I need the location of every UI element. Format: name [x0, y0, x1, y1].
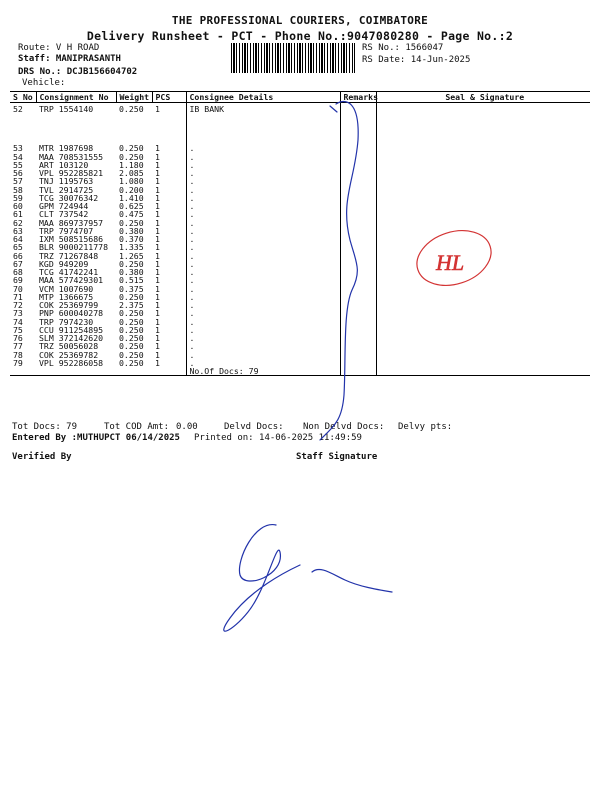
cod-label: Tot COD Amt: — [104, 422, 170, 432]
cell-details: . — [186, 210, 340, 218]
cell-cons: KGD 949209 — [39, 259, 89, 268]
cell-weight: 0.475 — [119, 210, 144, 219]
cell-cons: ART 103120 — [39, 160, 89, 169]
table-row — [10, 153, 590, 161]
cell-remarks — [340, 268, 376, 276]
cell-weight: 2.375 — [119, 301, 144, 310]
table-row — [10, 301, 590, 309]
cell-pcs: 1 — [155, 251, 160, 260]
cell-remarks — [340, 260, 376, 268]
verified-by: Verified By — [12, 452, 72, 462]
cell-seal — [376, 186, 590, 194]
col-pcs: PCS — [152, 92, 186, 103]
cell-seal — [376, 210, 590, 218]
staff-signature-scribble — [224, 525, 392, 632]
table-row — [10, 161, 590, 169]
cell-weight: 0.375 — [119, 284, 144, 293]
cell-sno: 56 — [13, 169, 23, 178]
cell-pcs: 1 — [155, 235, 160, 244]
cell-seal — [376, 318, 590, 326]
cell-pcs: 1 — [155, 309, 160, 318]
table-row — [10, 235, 590, 243]
col-consignee: Consignee Details — [186, 92, 340, 103]
cell-details: . — [186, 169, 340, 177]
staff-signature-label: Staff Signature — [296, 452, 378, 462]
table-row — [10, 260, 590, 268]
col-remarks: Remarks — [340, 92, 376, 103]
cell-sno: 74 — [13, 317, 23, 326]
table-row — [10, 309, 590, 317]
cell-sno: 67 — [13, 259, 23, 268]
cell-seal — [376, 334, 590, 342]
table-row — [10, 285, 590, 293]
cell-details: . — [186, 227, 340, 235]
cell-remarks — [340, 169, 376, 177]
cell-seal — [376, 219, 590, 227]
cell-details: . — [186, 334, 340, 342]
table-row — [10, 144, 590, 152]
table-row — [10, 252, 590, 260]
delivered-docs: Delvd Docs: — [224, 422, 284, 432]
cell-seal — [376, 268, 590, 276]
cell-pcs: 1 — [155, 243, 160, 252]
cell-pcs: 1 — [155, 325, 160, 334]
cell-seal — [376, 235, 590, 243]
cell-remarks — [340, 194, 376, 202]
drs-number: DRS No.: DCJB156604702 — [18, 67, 138, 77]
route-label: Route: V H ROAD — [18, 43, 100, 53]
cell-weight: 0.250 — [119, 358, 144, 367]
cell-seal — [376, 194, 590, 202]
cell-details: . — [186, 293, 340, 301]
table-header — [10, 92, 590, 103]
row-gap — [10, 113, 590, 144]
cell-seal — [376, 243, 590, 251]
table-row — [10, 186, 590, 194]
cell-pcs: 1 — [155, 185, 160, 194]
cell-pcs: 1 — [155, 276, 160, 285]
cell-details: . — [186, 243, 340, 251]
cell-weight: 0.250 — [119, 152, 144, 161]
table-row — [10, 268, 590, 276]
table-row — [10, 210, 590, 218]
cell-remarks — [340, 326, 376, 334]
cell-sno: 64 — [13, 235, 23, 244]
doc-count: No.Of Docs: 79 — [186, 367, 340, 376]
rs-date: RS Date: 14-Jun-2025 — [362, 55, 471, 65]
cell-weight: 0.250 — [119, 259, 144, 268]
cell-cons: MAA 577429301 — [39, 276, 104, 285]
table-row — [10, 359, 590, 367]
cod-amount: 0.00 — [176, 422, 198, 432]
cell-pcs: 1 — [155, 218, 160, 227]
cell-sno: 71 — [13, 292, 23, 301]
cell-details: . — [186, 342, 340, 350]
cell-cons: SLM 372142620 — [39, 334, 104, 343]
cell-remarks — [340, 161, 376, 169]
cell-pcs: 1 — [155, 259, 160, 268]
cell-pcs: 1 — [155, 177, 160, 186]
cell-details: . — [186, 186, 340, 194]
vehicle-label: Vehicle: — [22, 78, 66, 88]
cell-remarks — [340, 227, 376, 235]
cell-details: . — [186, 235, 340, 243]
cell-details: . — [186, 144, 340, 152]
cell-details: . — [186, 285, 340, 293]
cell-details: . — [186, 326, 340, 334]
cell-seal — [376, 326, 590, 334]
table-row — [10, 202, 590, 210]
cell-sno: 78 — [13, 350, 23, 359]
cell-pcs: 1 — [155, 268, 160, 277]
cell-details: . — [186, 268, 340, 276]
cell-details: . — [186, 359, 340, 367]
cell-seal — [376, 103, 590, 114]
cell-pcs: 1 — [155, 284, 160, 293]
cell-cons: TRP 7974230 — [39, 317, 94, 326]
cell-remarks — [340, 103, 376, 114]
table-row — [10, 169, 590, 177]
cell-cons: COK 25369782 — [39, 350, 99, 359]
cell-weight: 0.250 — [119, 350, 144, 359]
table-row — [10, 318, 590, 326]
cell-sno: 60 — [13, 202, 23, 211]
cell-remarks — [340, 243, 376, 251]
cell-seal — [376, 144, 590, 152]
table-row — [10, 351, 590, 359]
cell-weight: 1.335 — [119, 243, 144, 252]
table-row — [10, 342, 590, 350]
cell-sno: 66 — [13, 251, 23, 260]
cell-cons: IXM 508515686 — [39, 235, 104, 244]
table-row — [10, 177, 590, 185]
cell-cons: VPL 952285821 — [39, 169, 104, 178]
cell-pcs: 1 — [155, 226, 160, 235]
cell-pcs: 1 — [155, 193, 160, 202]
entered-by: Entered By :MUTHUPCT 06/14/2025 — [12, 433, 180, 443]
cell-pcs: 1 — [155, 317, 160, 326]
cell-remarks — [340, 359, 376, 367]
cell-seal — [376, 202, 590, 210]
cell-cons: TNJ 1195763 — [39, 177, 94, 186]
cell-details: . — [186, 161, 340, 169]
cell-cons: COK 25369799 — [39, 301, 99, 310]
cell-seal — [376, 309, 590, 317]
cell-seal — [376, 293, 590, 301]
cell-weight: 1.080 — [119, 177, 144, 186]
cell-pcs: 1 — [155, 202, 160, 211]
cell-details: . — [186, 177, 340, 185]
cell-remarks — [340, 276, 376, 284]
col-weight: Weight — [116, 92, 152, 103]
cell-weight: 0.250 — [119, 342, 144, 351]
cell-remarks — [340, 186, 376, 194]
cell-details: . — [186, 301, 340, 309]
cell-weight: 0.200 — [119, 185, 144, 194]
cell-remarks — [340, 235, 376, 243]
cell-sno: 61 — [13, 210, 23, 219]
cell-pcs: 1 — [155, 292, 160, 301]
delivery-points: Delvy pts: — [398, 422, 453, 432]
cell-weight: 0.250 — [119, 325, 144, 334]
company-title: THE PROFESSIONAL COURIERS, COIMBATORE — [171, 14, 429, 27]
cell-cons: VPL 952286058 — [39, 358, 104, 367]
cell-remarks — [340, 301, 376, 309]
cell-weight: 0.250 — [119, 144, 144, 153]
cell-sno: 77 — [13, 342, 23, 351]
cell-cons: TCG 41742241 — [39, 268, 99, 277]
cell-weight: 2.085 — [119, 169, 144, 178]
non-delivered-docs: Non Delvd Docs: — [303, 422, 385, 432]
cell-remarks — [340, 334, 376, 342]
cell-sno: 53 — [13, 144, 23, 153]
cell-details: . — [186, 260, 340, 268]
cell-cons: MAA 708531555 — [39, 152, 104, 161]
table-row — [10, 103, 590, 114]
col-sno: S No — [10, 92, 36, 103]
cell-weight: 0.250 — [119, 104, 144, 114]
cell-cons: GPM 724944 — [39, 202, 89, 211]
cell-sno: 73 — [13, 309, 23, 318]
cell-pcs: 1 — [155, 160, 160, 169]
barcode — [231, 43, 355, 73]
cell-remarks — [340, 293, 376, 301]
staff-label: Staff: MANIPRASANTH — [18, 54, 121, 64]
cell-sno: 62 — [13, 218, 23, 227]
table-row — [10, 293, 590, 301]
cell-sno: 75 — [13, 325, 23, 334]
cell-seal — [376, 227, 590, 235]
cell-cons: TRZ 71267848 — [39, 251, 99, 260]
cell-sno: 68 — [13, 268, 23, 277]
cell-details: . — [186, 351, 340, 359]
cell-seal — [376, 359, 590, 367]
cell-remarks — [340, 342, 376, 350]
cell-details: . — [186, 219, 340, 227]
cell-seal — [376, 301, 590, 309]
cell-pcs: 1 — [155, 358, 160, 367]
cell-seal — [376, 351, 590, 359]
cell-pcs: 1 — [155, 144, 160, 153]
cell-pcs: 1 — [155, 342, 160, 351]
runsheet-table — [10, 91, 590, 376]
cell-seal — [376, 177, 590, 185]
cell-sno: 57 — [13, 177, 23, 186]
cell-remarks — [340, 318, 376, 326]
runsheet-subtitle: Delivery Runsheet - PCT - Phone No.:9047080280 - Page No.:2 — [86, 29, 514, 43]
cell-details: . — [186, 318, 340, 326]
cell-seal — [376, 260, 590, 268]
cell-weight: 0.380 — [119, 226, 144, 235]
cell-cons: CCU 911254895 — [39, 325, 104, 334]
cell-sno: 70 — [13, 284, 23, 293]
cell-details: . — [186, 252, 340, 260]
cell-weight: 0.250 — [119, 218, 144, 227]
cell-weight: 0.370 — [119, 235, 144, 244]
cell-cons: TRP 1554140 — [39, 104, 94, 114]
cell-sno: 72 — [13, 301, 23, 310]
cell-cons: BLR 9000211778 — [39, 243, 109, 252]
cell-seal — [376, 285, 590, 293]
cell-cons: CLT 737542 — [39, 210, 89, 219]
cell-details: . — [186, 276, 340, 284]
table-row — [10, 227, 590, 235]
stamp-text: HL — [436, 250, 465, 275]
cell-sno: 55 — [13, 160, 23, 169]
cell-sno: 63 — [13, 226, 23, 235]
cell-pcs: 1 — [155, 152, 160, 161]
cell-sno: 58 — [13, 185, 23, 194]
cell-sno: 59 — [13, 193, 23, 202]
cell-details: . — [186, 194, 340, 202]
cell-details: . — [186, 202, 340, 210]
cell-pcs: 1 — [155, 104, 160, 114]
cell-sno: 52 — [13, 104, 23, 114]
cell-details: . — [186, 153, 340, 161]
col-seal: Seal & Signature — [376, 92, 590, 103]
cell-sno: 65 — [13, 243, 23, 252]
rs-number: RS No.: 1566047 — [362, 43, 444, 53]
cell-weight: 0.625 — [119, 202, 144, 211]
cell-weight: 0.250 — [119, 317, 144, 326]
cell-details: IB BANK — [186, 103, 340, 114]
cell-cons: VCM 1007690 — [39, 284, 94, 293]
cell-remarks — [340, 351, 376, 359]
cell-cons: PNP 600040278 — [39, 309, 104, 318]
printed-on: Printed on: 14-06-2025 11:49:59 — [194, 433, 362, 443]
cell-seal — [376, 161, 590, 169]
cell-remarks — [340, 144, 376, 152]
table-row — [10, 243, 590, 251]
cell-weight: 0.250 — [119, 292, 144, 301]
cell-remarks — [340, 210, 376, 218]
cell-weight: 0.380 — [119, 268, 144, 277]
cell-cons: TRZ 50056028 — [39, 342, 99, 351]
cell-remarks — [340, 202, 376, 210]
cell-cons: TVL 2914725 — [39, 185, 94, 194]
cell-weight: 1.410 — [119, 193, 144, 202]
cell-remarks — [340, 177, 376, 185]
cell-pcs: 1 — [155, 169, 160, 178]
cell-pcs: 1 — [155, 210, 160, 219]
cell-sno: 76 — [13, 334, 23, 343]
cell-remarks — [340, 285, 376, 293]
cell-remarks — [340, 219, 376, 227]
table-row — [10, 334, 590, 342]
cell-pcs: 1 — [155, 334, 160, 343]
cell-weight: 1.180 — [119, 160, 144, 169]
cell-weight: 1.265 — [119, 251, 144, 260]
cell-seal — [376, 153, 590, 161]
cell-sno: 54 — [13, 152, 23, 161]
cell-seal — [376, 169, 590, 177]
cell-cons: MTR 1987698 — [39, 144, 94, 153]
cell-seal — [376, 276, 590, 284]
cell-remarks — [340, 309, 376, 317]
table-row — [10, 326, 590, 334]
cell-cons: TRP 7974707 — [39, 226, 94, 235]
table-row — [10, 276, 590, 284]
cell-weight: 0.515 — [119, 276, 144, 285]
cell-sno: 69 — [13, 276, 23, 285]
cell-seal — [376, 342, 590, 350]
table-row — [10, 194, 590, 202]
cell-weight: 0.250 — [119, 334, 144, 343]
cell-seal — [376, 252, 590, 260]
cell-sno: 79 — [13, 358, 23, 367]
total-docs: Tot Docs: 79 — [12, 422, 78, 432]
cell-cons: MTP 1366675 — [39, 292, 94, 301]
cell-cons: MAA 869737957 — [39, 218, 104, 227]
cell-pcs: 1 — [155, 350, 160, 359]
cell-cons: TCG 30076342 — [39, 193, 99, 202]
cell-pcs: 1 — [155, 301, 160, 310]
cell-remarks — [340, 252, 376, 260]
cell-details: . — [186, 309, 340, 317]
cell-weight: 0.250 — [119, 309, 144, 318]
table-row — [10, 219, 590, 227]
doc-count-row — [10, 367, 590, 376]
col-consignment: Consignment No — [36, 92, 116, 103]
cell-remarks — [340, 153, 376, 161]
